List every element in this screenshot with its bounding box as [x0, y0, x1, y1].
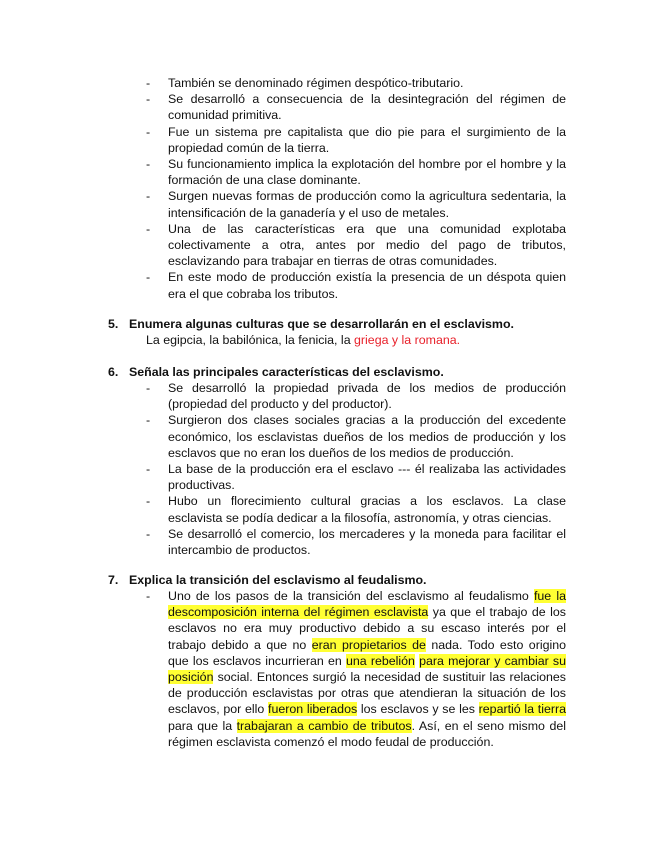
bullet-text: Su funcionamiento implica la explotación del hombre por el hombre y la formación de una clase dominante. [168, 157, 566, 188]
highlighted-text: eran propietarios de [311, 637, 426, 652]
list-item [146, 75, 566, 91]
bullet-dash: - [146, 189, 151, 204]
bullet-dash: - [146, 221, 151, 236]
bullet-dash: - [146, 157, 151, 172]
bullet-text: Se desarrolló el comercio, los mercaderes y la moneda para facilitar el intercambio de productos. [168, 526, 566, 558]
question-number: 5. [108, 317, 119, 331]
bullet-text: En este modo de producción existía la presencia de un déspota quien era el que cobraba los tributos. [168, 270, 566, 301]
bullet-dash: - [146, 494, 151, 509]
question-title: Enumera algunas culturas que se desarrollarán en el esclavismo. [129, 317, 514, 331]
bullet-text: Se desarrolló la propiedad privada de los medios de producción (propiedad del producto y del productor). [168, 381, 566, 412]
question-6-heading [108, 364, 444, 380]
list-item [146, 412, 566, 461]
text-segment: para que la [168, 718, 237, 733]
highlighted-text: trabajaran a cambio de tributos [236, 718, 412, 733]
list-item [146, 269, 566, 301]
bullet-dash: - [146, 270, 151, 285]
bullet-dash: - [146, 413, 151, 428]
question-5-heading [108, 316, 514, 332]
list-item [146, 526, 566, 558]
answer-text-red: griega y la romana. [354, 333, 461, 347]
text-segment: . Así, en el seno mismo del régimen esclavista comenzó el modo feudal de producción. [168, 718, 566, 749]
list-item [146, 493, 566, 525]
list-item [146, 380, 566, 412]
text-segment: los esclavos y se les [357, 702, 479, 717]
list-item [146, 461, 566, 493]
bullet-dash: - [146, 589, 151, 603]
bullet-text: Fue un sistema pre capitalista que dio pie para el surgimiento de la propiedad común de la tierra. [168, 124, 566, 155]
bullet-dash: - [146, 92, 151, 107]
list-item [146, 156, 566, 188]
question-title: Señala las principales características del esclavismo. [129, 365, 444, 379]
question-title: Explica la transición del esclavismo al feudalismo. [129, 573, 427, 587]
list-item [146, 221, 566, 270]
highlighted-text: una rebelión [345, 653, 415, 668]
question-6-bullet-list [146, 380, 566, 558]
text-segment: ya que el trabajo de los esclavos no era muy productivo debido a su escaso interés por el trabajo debido a que no [168, 605, 566, 652]
bullet-text: Surgen nuevas formas de producción como la agricultura sedentaria, la intensificación de la ganadería y el uso de metales. [168, 189, 566, 220]
highlighted-text: fueron liberados [268, 702, 358, 717]
bullet-dash: - [146, 462, 151, 477]
text-segment: Uno de los pasos de la transición del esclavismo al feudalismo [168, 589, 534, 603]
question-number: 7. [108, 573, 119, 587]
bullet-text: Se desarrolló a consecuencia de la desintegración del régimen de comunidad primitiva. [168, 92, 566, 123]
bullet-dash: - [146, 124, 151, 139]
highlighted-text: fue la descomposición interna del régimen esclavista [168, 589, 566, 620]
list-item [146, 91, 566, 123]
text-segment: social. Entonces surgió la necesidad de sustituir las relaciones de producción esclavistas por otras que atendieran la situación de los esclavos, por ello [168, 670, 566, 717]
question-number: 6. [108, 365, 119, 379]
bullet-dash: - [146, 526, 151, 541]
bullet-text: La base de la producción era el esclavo --- él realizaba las actividades productivas. [168, 462, 566, 493]
list-item [146, 588, 566, 750]
text-segment: nada. Todo esto origino que los esclavos incurrieran en [168, 637, 567, 668]
intro-bullet-list [146, 75, 566, 302]
question-7-bullet-list [146, 588, 566, 750]
question-5-answer [146, 332, 460, 348]
list-item [146, 188, 566, 220]
bullet-text: Surgieron dos clases sociales gracias a la producción del excedente económico, los esclavistas dueños de los medios de producción y los esclavos que no eran los dueños de los medios de producción. [168, 413, 566, 460]
bullet-text: Hubo un florecimiento cultural gracias a los esclavos. La clase esclavista se podía dedicar a la filosofía, astronomía, y otras ciencias. [168, 494, 566, 525]
highlighted-text: repartió la tierra [478, 702, 566, 717]
bullet-text: También se denominado régimen despótico-tributario. [168, 76, 464, 90]
bullet-dash: - [146, 76, 151, 90]
answer-text: La egipcia, la babilónica, la fenicia, la [146, 333, 355, 347]
list-item [146, 124, 566, 156]
highlighted-text: para mejorar y cambiar su posición [168, 653, 567, 685]
paragraph-text [168, 589, 566, 749]
bullet-dash: - [146, 381, 151, 395]
question-7-heading [108, 572, 427, 588]
bullet-text: Una de las características era que una comunidad explotaba colectivamente a otra, antes por medio del pago de tributos, esclavizando para trabajar en tierras de otras comunidades. [168, 221, 566, 269]
